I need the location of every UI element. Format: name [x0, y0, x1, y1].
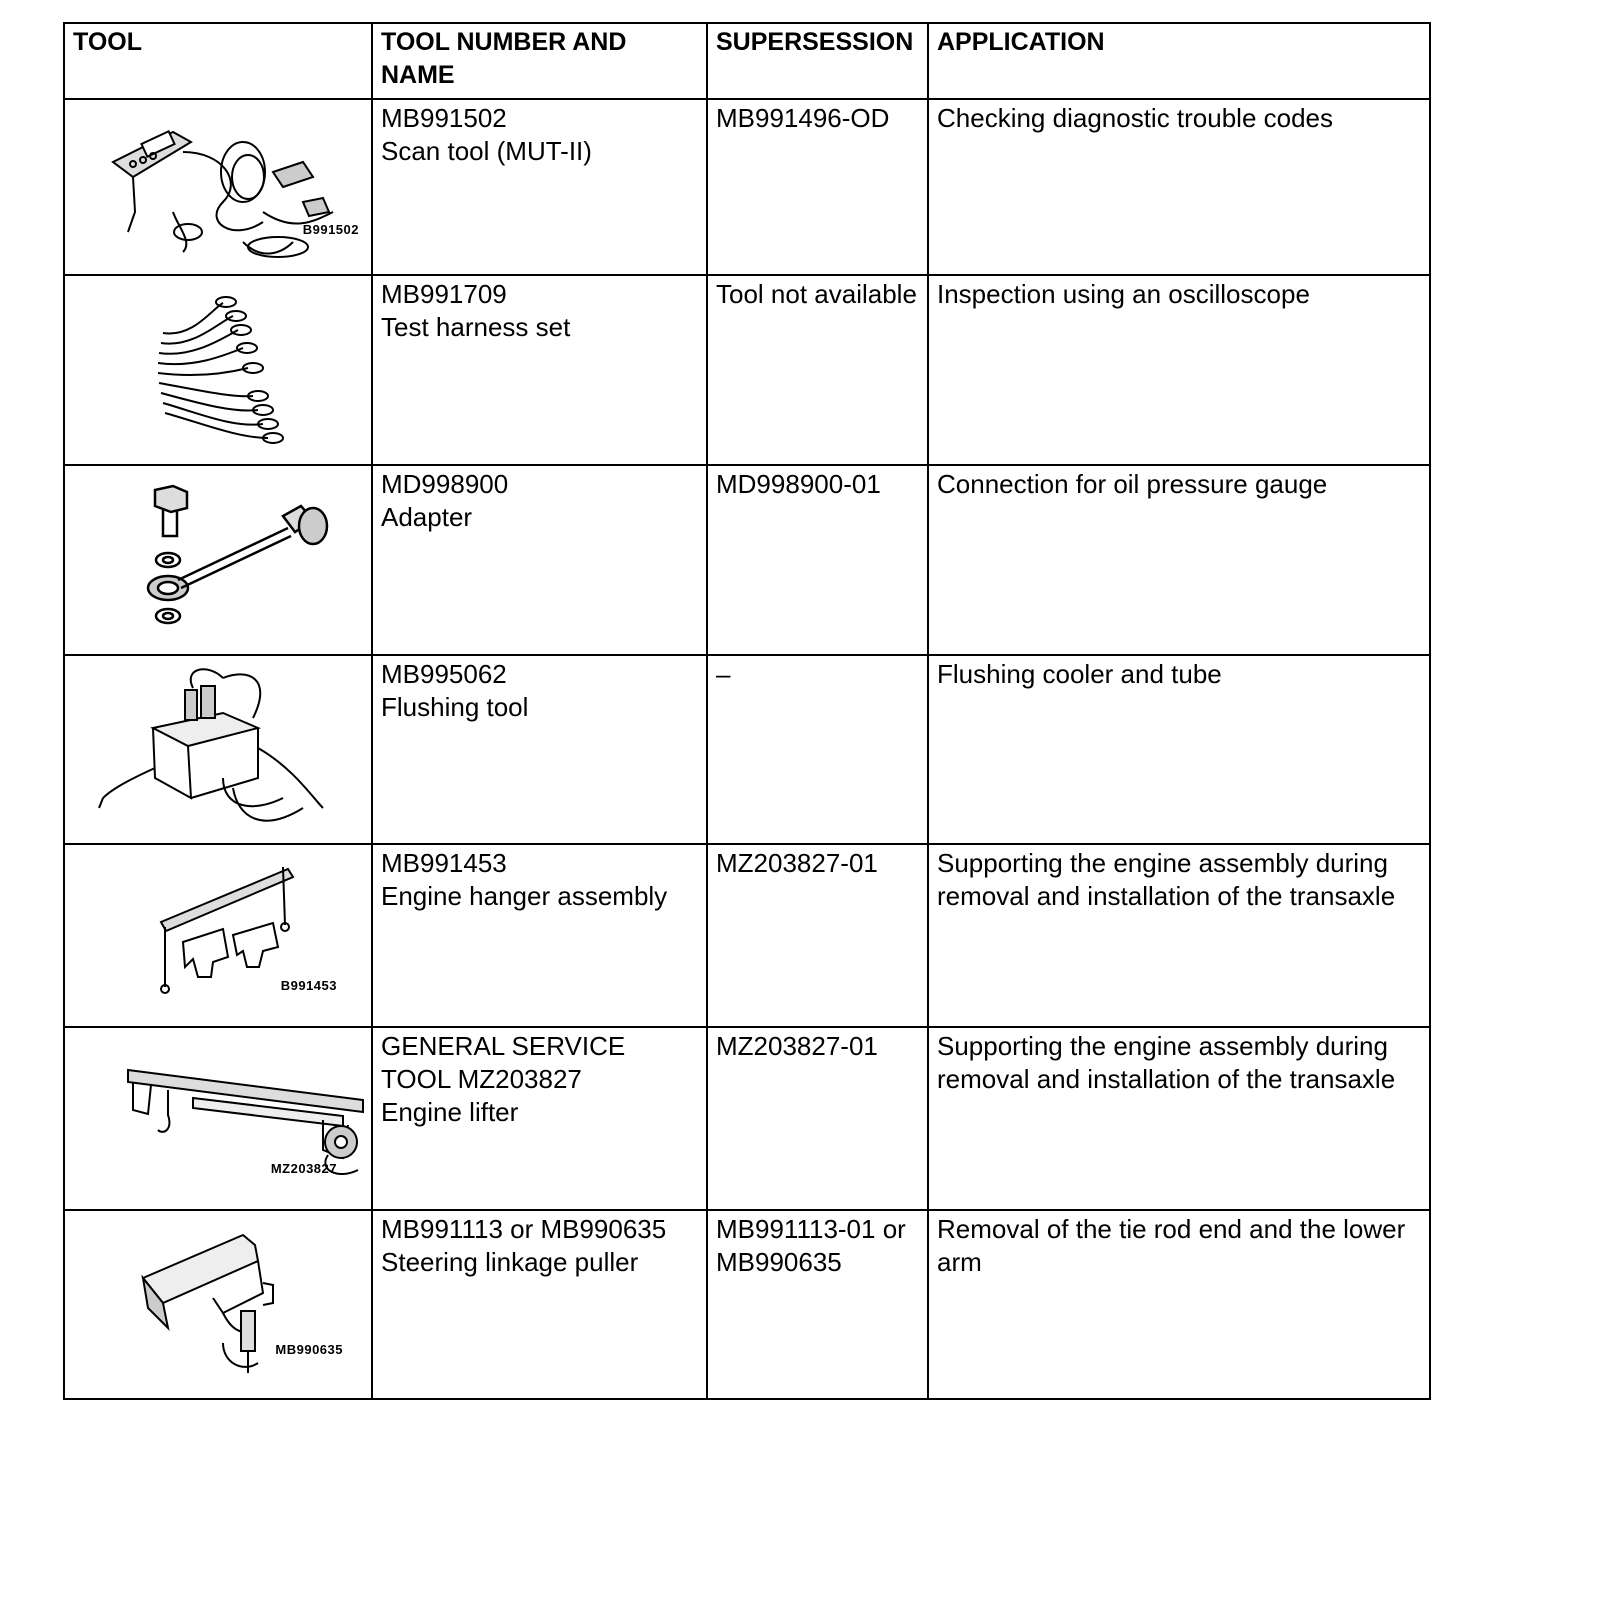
application-cell: Supporting the engine assembly during removal and installation of the transaxle — [928, 844, 1430, 1027]
scan-tool-icon — [73, 102, 381, 274]
tool-name: Adapter — [381, 502, 473, 532]
supersession-cell: MD998900-01 — [707, 465, 928, 655]
special-tools-table — [63, 22, 1431, 1400]
application-cell: Removal of the tie rod end and the lower arm — [928, 1210, 1430, 1399]
tool-name: Flushing tool — [381, 692, 529, 722]
application-cell: Connection for oil pressure gauge — [928, 465, 1430, 655]
supersession-cell: – — [707, 655, 928, 844]
tool-image-cell — [64, 99, 372, 275]
tool-number: MB991453 — [381, 848, 507, 878]
supersession-cell: MB991496-OD — [707, 99, 928, 275]
adapter-icon — [73, 468, 381, 654]
table-row — [64, 844, 1430, 1027]
tool-image-cell — [64, 844, 372, 1027]
supersession-cell: MB991113-01 or MB990635 — [707, 1210, 928, 1399]
tool-image-cell — [64, 465, 372, 655]
tool-name: Engine hanger assembly — [381, 881, 668, 911]
figure-label: MB990635 — [275, 1342, 343, 1357]
tool-image-cell — [64, 1210, 372, 1399]
header-number-name: TOOL NUMBER AND NAME — [372, 23, 707, 99]
steering-puller-icon — [73, 1213, 381, 1398]
figure-label: B991502 — [302, 222, 359, 237]
application-cell: Flushing cooler and tube — [928, 655, 1430, 844]
application-cell: Inspection using an oscilloscope — [928, 275, 1430, 465]
table-row — [64, 275, 1430, 465]
tool-name: Engine lifter — [381, 1097, 519, 1127]
table-row — [64, 655, 1430, 844]
test-harness-icon — [73, 278, 381, 464]
tool-number: GENERAL SERVICE TOOL MZ203827 — [381, 1031, 626, 1094]
tool-number: MD998900 — [381, 469, 509, 499]
tool-name: Steering linkage puller — [381, 1247, 639, 1277]
figure-label: MZ203827 — [270, 1161, 337, 1176]
tool-image-cell — [64, 275, 372, 465]
table-row — [64, 1210, 1430, 1399]
tool-number: MB991113 or MB990635 — [381, 1214, 667, 1244]
tool-number-cell — [372, 99, 707, 275]
table-row — [64, 99, 1430, 275]
tool-number: MB995062 — [381, 659, 507, 689]
header-supersession: SUPERSESSION — [707, 23, 928, 99]
application-cell: Checking diagnostic trouble codes — [928, 99, 1430, 275]
supersession-cell: Tool not available — [707, 275, 928, 465]
tool-number-cell — [372, 465, 707, 655]
tool-number-cell — [372, 1027, 707, 1210]
header-tool: TOOL — [64, 23, 372, 99]
tool-image-cell — [64, 655, 372, 844]
tool-number-cell — [372, 655, 707, 844]
table-row — [64, 465, 1430, 655]
supersession-cell: MZ203827-01 — [707, 844, 928, 1027]
header-application: APPLICATION — [928, 23, 1430, 99]
tool-number: MB991502 — [381, 103, 507, 133]
flushing-tool-icon — [73, 658, 381, 843]
application-cell: Supporting the engine assembly during removal and installation of the transaxle — [928, 1027, 1430, 1210]
tool-number-cell — [372, 1210, 707, 1399]
tool-number-cell — [372, 844, 707, 1027]
tool-number-cell — [372, 275, 707, 465]
figure-label: B991453 — [280, 978, 337, 993]
supersession-cell: MZ203827-01 — [707, 1027, 928, 1210]
tool-name: Scan tool (MUT-II) — [381, 136, 592, 166]
header-row — [64, 23, 1430, 99]
tool-image-cell — [64, 1027, 372, 1210]
tool-number: MB991709 — [381, 279, 507, 309]
tool-name: Test harness set — [381, 312, 571, 342]
table-row — [64, 1027, 1430, 1210]
